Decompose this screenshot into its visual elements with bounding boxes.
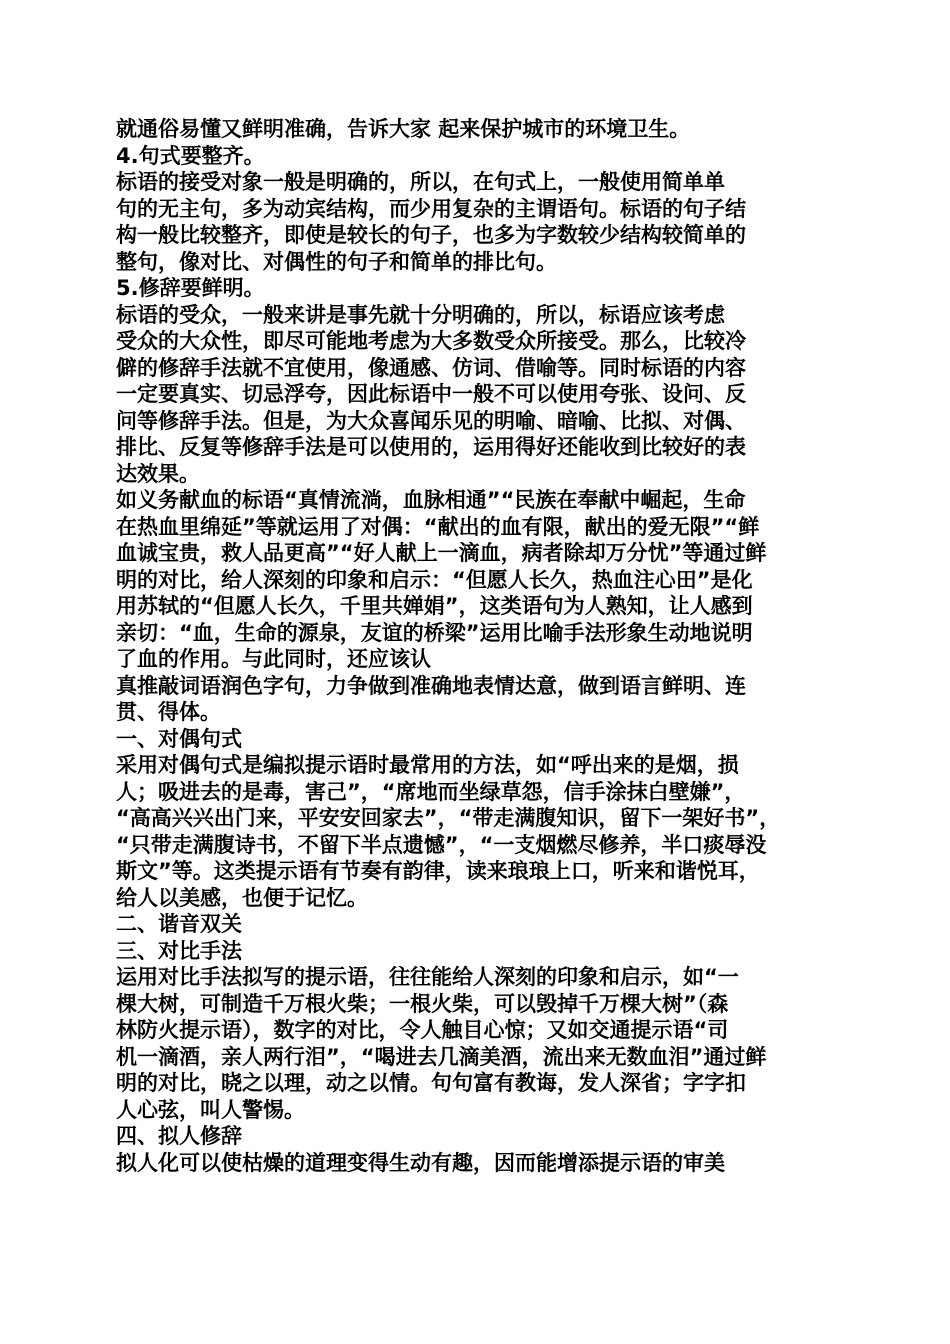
section-heading: 4.句式要整齐。 <box>116 143 265 168</box>
text-line: 标语的受众，一般来讲是事先就十分明确的，所以，标语应该考虑 <box>116 302 725 327</box>
text-line: 人心弦，叫人警惕。 <box>116 1097 305 1122</box>
text-line: 真推敲词语润色字句，力争做到准确地表情达意，做到语言鲜明、连 <box>116 673 746 698</box>
text-line: 血诚宝贵，救人品更高”“好人献上一滴血，病者除却万分忧”等通过鲜 <box>116 541 767 565</box>
text-line: 贯、得体。 <box>116 700 221 724</box>
text-line: 达效果。 <box>116 461 200 486</box>
text-line: 用苏轼的“但愿人长久，千里共婵娟”，这类语句为人熟知，让人感到 <box>116 594 753 618</box>
text-line: 亲切：“血，生命的源泉，友谊的桥梁”运用比喻手法形象生动地说明 <box>116 620 753 645</box>
text-line: 明的对比，给人深刻的印象和启示：“但愿人长久，热血注心田”是化 <box>116 567 753 592</box>
text-line: 采用对偶句式是编拟提示语时最常用的方法，如“呼出来的是烟，损 <box>116 753 739 777</box>
section-heading: 三、对比手法 <box>116 938 242 963</box>
text-line: 如义务献血的标语“真情流淌，血脉相通”“民族在奉献中崛起，生命 <box>116 488 746 512</box>
text-line: 受众的大众性，即尽可能地考虑为大多数受众所接受。那么，比较冷 <box>116 329 746 353</box>
section-heading: 二、谐音双关 <box>116 912 242 936</box>
text-line: 一定要真实、切忌浮夸，因此标语中一般不可以使用夸张、设问、反 <box>116 382 746 406</box>
text-line: 运用对比手法拟写的提示语，往往能给人深刻的印象和启示，如“一 <box>116 965 739 989</box>
text-line: 构一般比较整齐，即使是较长的句子，也多为字数较少结构较简单的 <box>116 223 746 247</box>
text-line: 人；吸进去的是毒，害己”，“席地而坐绿草怨，信手涂抹白壁嫌”， <box>116 779 746 804</box>
text-line: 僻的修辞手法就不宜使用，像通感、仿词、借喻等。同时标语的内容 <box>116 355 746 380</box>
text-line: 林防火提示语），数字的对比，令人触目心惊；又如交通提示语“司 <box>116 1018 729 1042</box>
section-heading: 5.修辞要鲜明。 <box>116 276 265 300</box>
section-heading: 四、拟人修辞 <box>116 1124 242 1148</box>
text-line: 给人以美感，也便于记忆。 <box>116 885 368 910</box>
text-line: 问等修辞手法。但是，为大众喜闻乐见的明喻、暗喻、比拟、对偶、 <box>116 408 746 433</box>
text-line: 了血的作用。与此同时，还应该认 <box>116 647 431 671</box>
text-line: 棵大树，可制造千万根火柴；一根火柴，可以毁掉千万棵大树”（森 <box>116 991 729 1016</box>
text-line: 整句，像对比、对偶性的句子和简单的排比句。 <box>116 249 557 274</box>
text-line: 机一滴酒，亲人两行泪”，“喝进去几滴美酒，流出来无数血泪”通过鲜 <box>116 1044 767 1069</box>
text-line: 斯文”等。这类提示语有节奏有韵律，读来琅琅上口，听来和谐悦耳， <box>116 859 760 883</box>
document-body <box>116 116 838 1176</box>
text-line: 标语的接受对象一般是明确的，所以，在句式上，一般使用简单单 <box>116 170 725 194</box>
text-line: 在热血里绵延”等就运用了对偶：“献出的血有限，献出的爱无限”“鲜 <box>116 514 760 539</box>
text-line: “高高兴兴出门来，平安安回家去”，“带走满腹知识，留下一架好书”， <box>116 806 781 830</box>
text-line: 就通俗易懂又鲜明准确，告诉大家 起来保护城市的环境卫生。 <box>116 117 691 141</box>
text-line: “只带走满腹诗书，不留下半点遗憾”，“一支烟燃尽修养，半口痰辱没 <box>116 832 767 857</box>
text-line: 拟人化可以使枯燥的道理变得生动有趣，因而能增添提示语的审美 <box>116 1150 725 1175</box>
text-line: 明的对比，晓之以理，动之以情。句句富有教诲，发人深省；字字扣 <box>116 1071 746 1095</box>
text-line: 排比、反复等修辞手法是可以使用的，运用得好还能收到比较好的表 <box>116 435 746 459</box>
section-heading: 一、对偶句式 <box>116 726 242 751</box>
text-line: 句的无主句，多为动宾结构，而少用复杂的主谓语句。标语的句子结 <box>116 196 746 221</box>
